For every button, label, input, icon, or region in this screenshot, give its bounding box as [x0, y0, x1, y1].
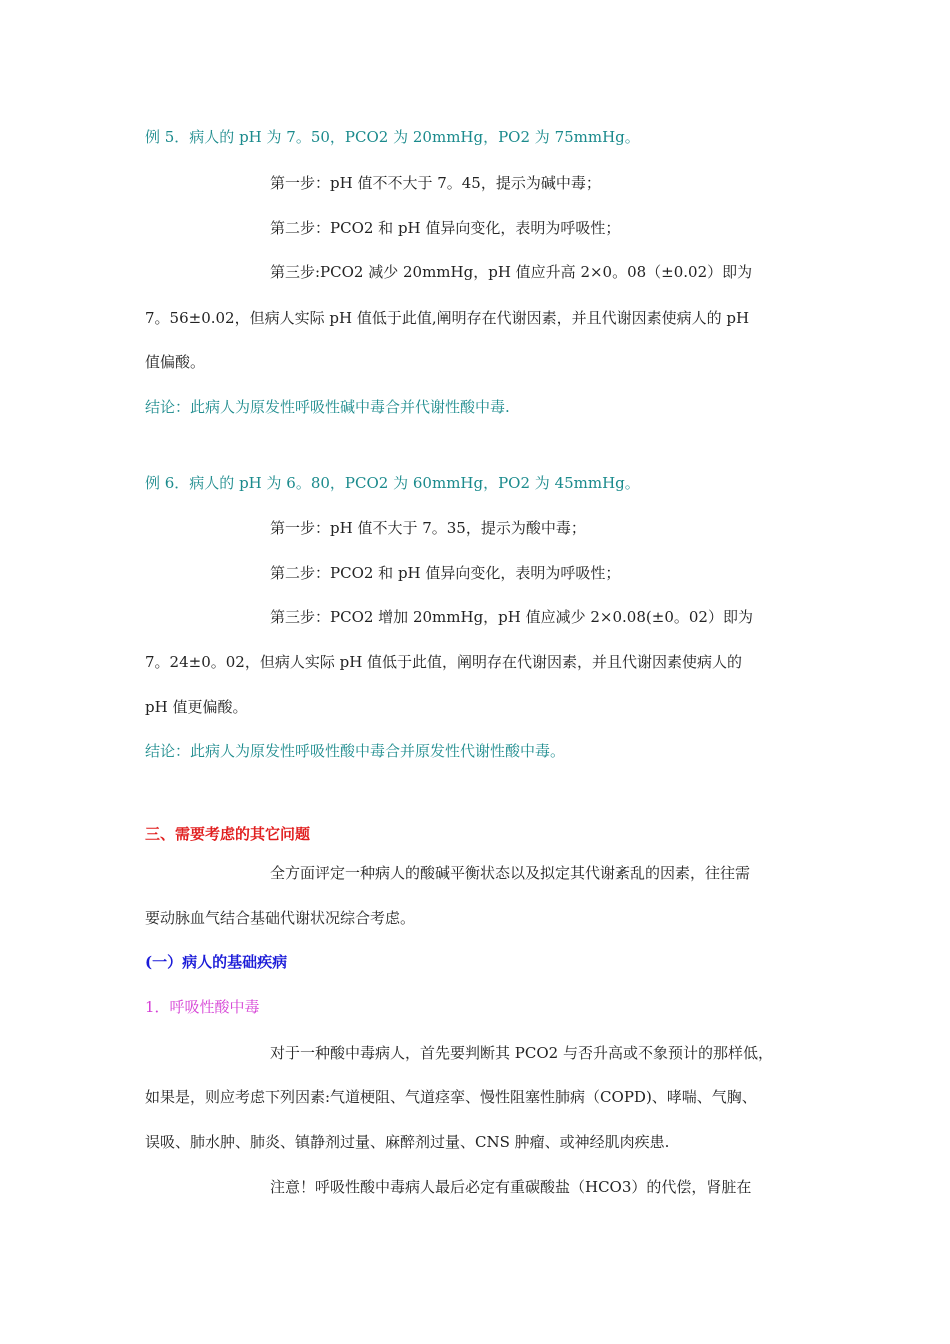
- item1-title: 1．呼吸性酸中毒: [145, 998, 260, 1016]
- section3-paragraph-line2: 要动脉血气结合基础代谢状况综合考虑。: [145, 909, 416, 927]
- example5-step3: 第三步:PCO2 减少 20mmHg，pH 值应升高 2×0。08（±0.02）即为: [270, 263, 753, 281]
- section3-paragraph-line1: 全方面评定一种病人的酸碱平衡状态以及拟定其代谢紊乱的因素，往往需: [270, 864, 751, 882]
- example5-step1: 第一步：pH 值不不大于 7。45，提示为碱中毒；: [270, 174, 601, 192]
- example5-title: 例 5．病人的 pH 为 7。50，PCO2 为 20mmHg，PO2 为 75mmHg。: [145, 128, 640, 146]
- item1-paragraph-line2: 如果是，则应考虑下列因素:气道梗阻、气道痉挛、慢性阻塞性肺病（COPD)、哮喘、气胸、: [145, 1088, 757, 1106]
- item1-paragraph-line3: 误吸、肺水肿、肺炎、镇静剂过量、麻醉剂过量、CNS 肿瘤、或神经肌肉疾患.: [145, 1133, 670, 1151]
- subsection-heading: (一）病人的基础疾病: [145, 953, 288, 971]
- example5-conclusion: 结论：此病人为原发性呼吸性碱中毒合并代谢性酸中毒.: [145, 398, 510, 416]
- example6-continuation-line2: pH 值更偏酸。: [145, 698, 248, 716]
- example5-continuation-line2: 值偏酸。: [145, 353, 206, 371]
- example6-continuation-line1: 7。24±0。02，但病人实际 pH 值低于此值，阐明存在代谢因素，并且代谢因素使病人的: [145, 653, 743, 671]
- example6-step1: 第一步：pH 值不大于 7。35，提示为酸中毒；: [270, 519, 586, 537]
- example5-step2: 第二步：PCO2 和 pH 值异向变化，表明为呼吸性；: [270, 219, 621, 237]
- note-paragraph-line1: 注意！呼吸性酸中毒病人最后必定有重碳酸盐（HCO3）的代偿，肾脏在: [270, 1178, 752, 1196]
- example6-conclusion: 结论：此病人为原发性呼吸性酸中毒合并原发性代谢性酸中毒。: [145, 742, 566, 760]
- example6-step3: 第三步：PCO2 增加 20mmHg，pH 值应减少 2×0.08(±0。02）即为: [270, 608, 753, 626]
- section3-heading: 三、需要考虑的其它问题: [145, 825, 311, 843]
- example5-continuation-line1: 7。56±0.02，但病人实际 pH 值低于此值,阐明存在代谢因素，并且代谢因素使病人的 pH: [145, 309, 750, 327]
- example6-title: 例 6．病人的 pH 为 6。80，PCO2 为 60mmHg，PO2 为 45mmHg。: [145, 474, 640, 492]
- example6-step2: 第二步：PCO2 和 pH 值异向变化，表明为呼吸性；: [270, 564, 621, 582]
- item1-paragraph-line1: 对于一种酸中毒病人，首先要判断其 PCO2 与否升高或不象预计的那样低，: [270, 1044, 773, 1062]
